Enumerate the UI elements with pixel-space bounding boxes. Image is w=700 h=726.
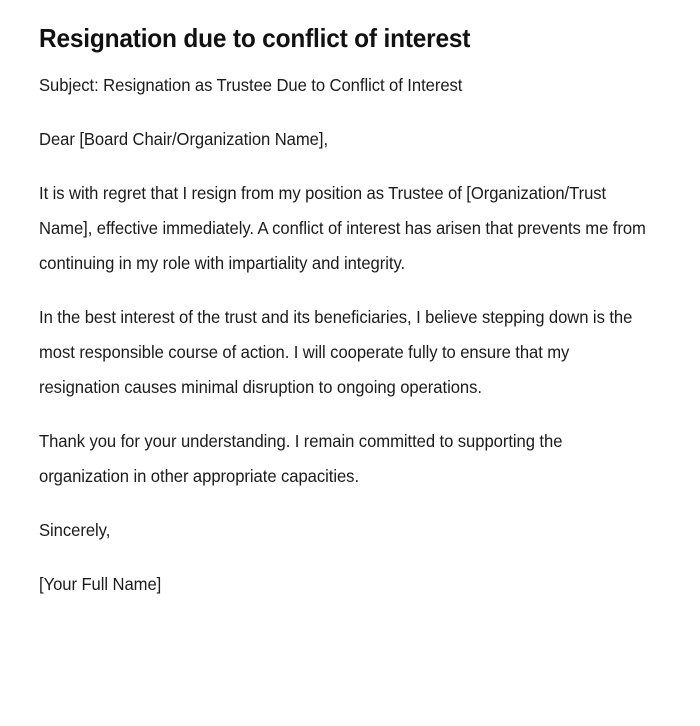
resignation-letter-article — [39, 22, 651, 602]
page-title: Resignation due to conflict of interest — [39, 23, 471, 53]
letter-signature-name: [Your Full Name] — [39, 574, 162, 594]
letter-subject-line: Subject: Resignation as Trustee Due to Conflict of Interest — [39, 75, 463, 95]
letter-paragraph-thanks: Thank you for your understanding. I remain committed to supporting the organization in other appropriate capacities. — [39, 431, 563, 486]
letter-body — [39, 68, 652, 602]
letter-paragraph-best-interest: In the best interest of the trust and its beneficiaries, I believe stepping down is the most responsible course of action. I will cooperate fully to ensure that my resignation causes minimal disruption to ongoing operations. — [39, 307, 633, 397]
letter-closing: Sincerely, — [39, 520, 111, 540]
letter-salutation: Dear [Board Chair/Organization Name], — [39, 129, 329, 149]
letter-paragraph-resignation-statement: It is with regret that I resign from my position as Trustee of [Organization/Trust Name], effective immediately. A conflict of interest has arisen that prevents me from continuing in my role with impartiality and integrity. — [39, 183, 646, 273]
